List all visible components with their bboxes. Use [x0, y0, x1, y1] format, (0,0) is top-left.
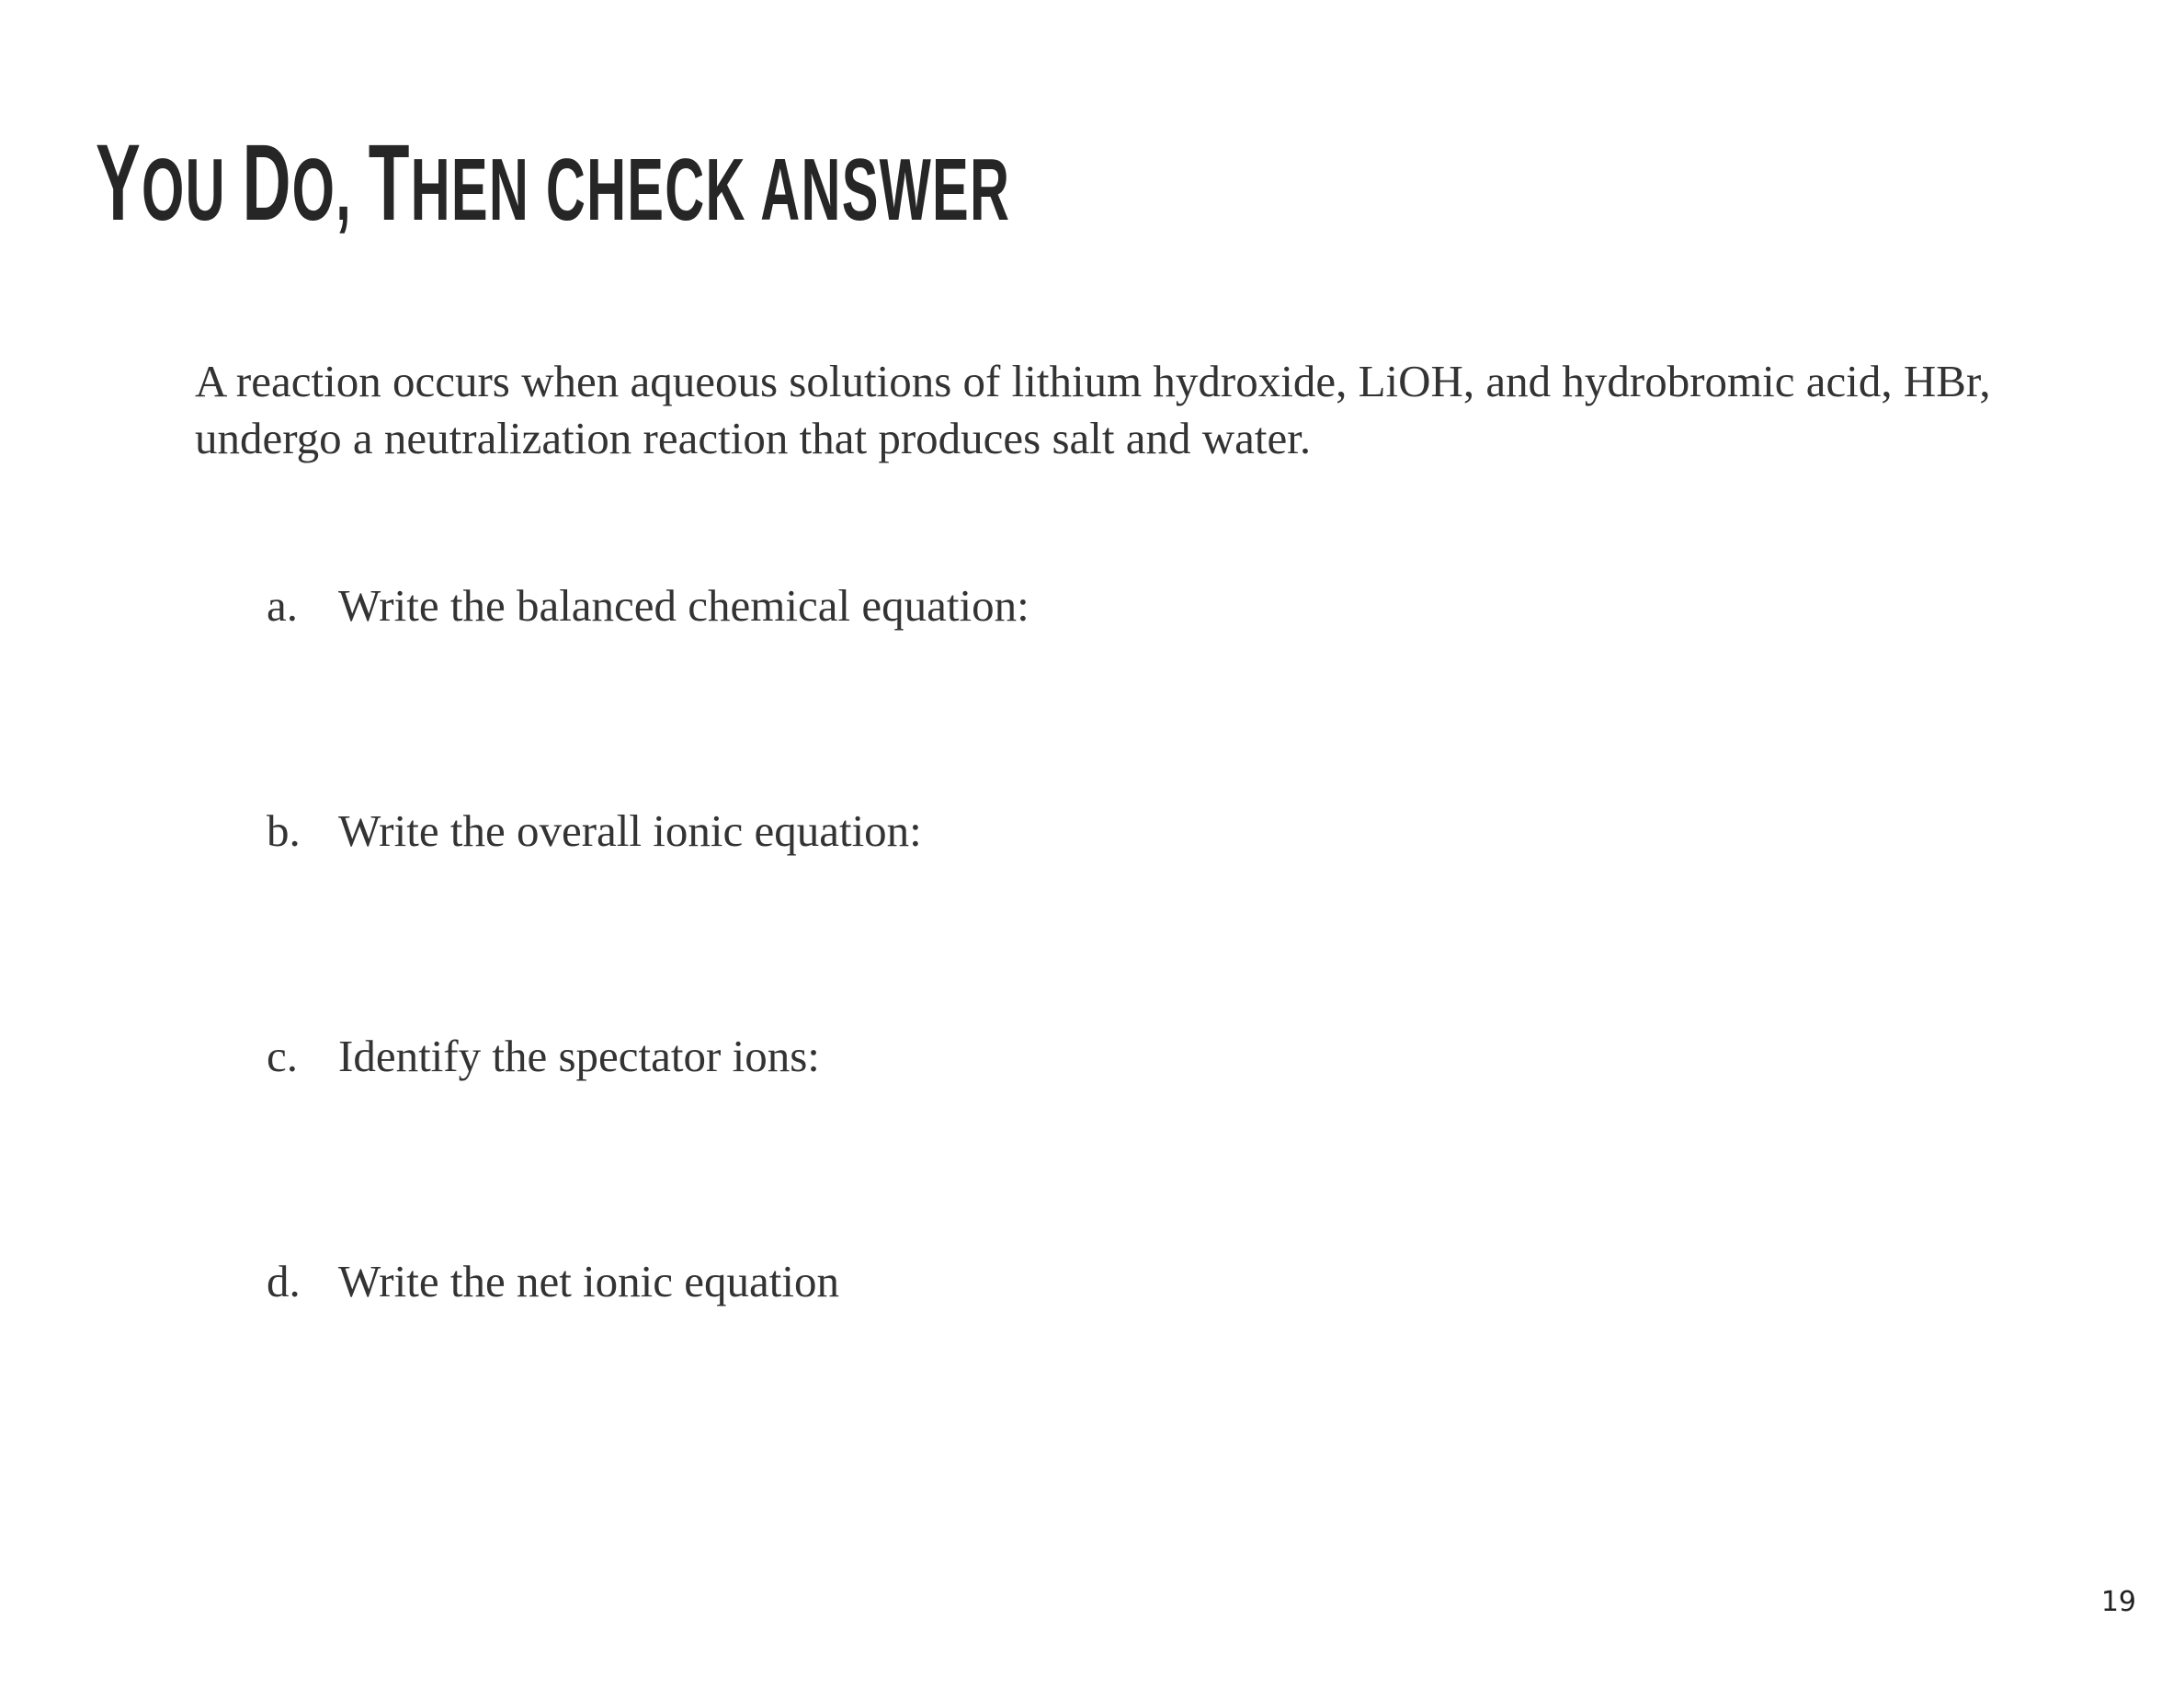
question-text: Identify the spectator ions:	[338, 1031, 820, 1081]
problem-statement: A reaction occurs when aqueous solutions of lithium hydroxide, LiOH, and hydrobromic acid, HBr, undergo a neutralization reaction that produces salt and water.	[195, 356, 1991, 463]
question-item	[267, 803, 1029, 1028]
page-number: 19	[2100, 1586, 2136, 1618]
title-part: O,	[291, 141, 369, 239]
title-part: OU	[142, 141, 243, 239]
question-item	[267, 577, 1029, 803]
slide-title	[96, 122, 1011, 244]
title-part: D	[242, 122, 292, 244]
title-part: Y	[96, 122, 142, 244]
question-marker: c.	[267, 1031, 298, 1081]
question-list	[267, 577, 1029, 1478]
question-marker: b.	[267, 805, 301, 856]
question-item	[267, 1028, 1029, 1253]
question-marker: a.	[267, 580, 298, 631]
question-marker: d.	[267, 1256, 301, 1306]
question-item	[267, 1253, 1029, 1478]
question-text: Write the net ionic equation	[338, 1256, 840, 1306]
title-part: HEN CHECK ANSWER	[410, 141, 1011, 239]
question-text: Write the balanced chemical equation:	[338, 580, 1029, 631]
question-text: Write the overall ionic equation:	[338, 805, 922, 856]
title-part: T	[368, 122, 411, 244]
